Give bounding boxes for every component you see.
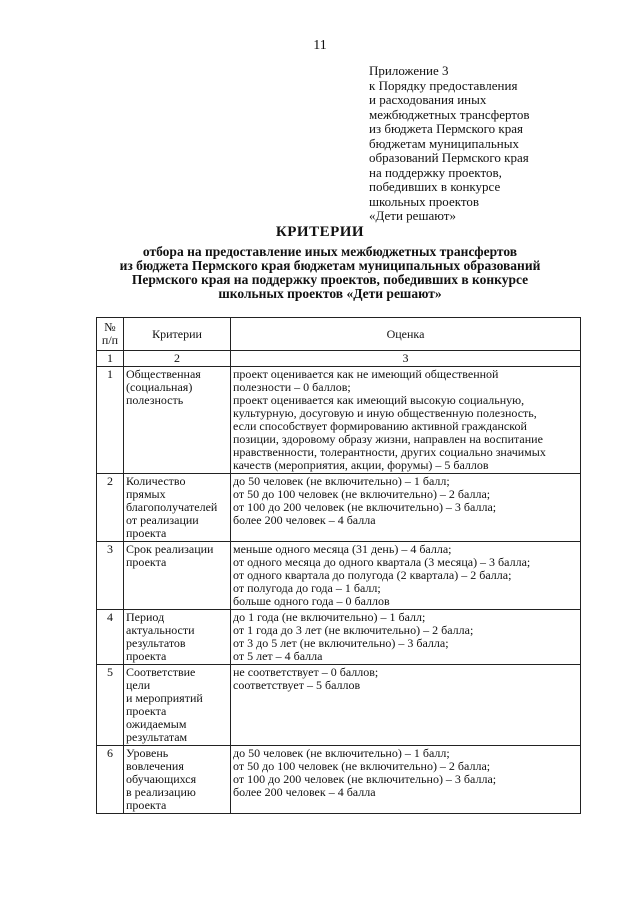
subtitle-line: отбора на предоставление иных межбюджетных трансфертов — [142, 244, 518, 259]
annex-line: школьных проектов — [369, 193, 480, 209]
annex-line: из бюджета Пермского края — [369, 121, 524, 136]
row-criteria — [124, 665, 231, 746]
annex-line: и расходования иных — [369, 92, 487, 107]
criteria-line: результатам — [126, 730, 188, 744]
row-criteria — [124, 746, 231, 814]
header-num-line: п/п — [101, 333, 119, 347]
score-line: более 200 человек – 4 балла — [233, 513, 376, 527]
document-subtitle — [60, 245, 600, 301]
criteria-line: обучающихся — [126, 772, 197, 786]
score-line: от 5 лет – 4 балла — [233, 649, 323, 663]
score-line: нравственности, толерантности, других социально значимых — [233, 445, 546, 459]
annex-header — [369, 64, 569, 224]
score-line: полезности – 0 баллов; — [233, 380, 351, 394]
criteria-line: проекта — [126, 704, 167, 718]
row-score — [231, 474, 581, 542]
score-line: от полугода до года – 1 балл; — [233, 581, 381, 595]
score-line: от одного квартала до полугода (2 квартала) – 2 балла; — [233, 568, 512, 582]
score-line: позиции, здоровому образу жизни, направлен на воспитание — [233, 432, 543, 446]
criteria-line: цели — [126, 678, 151, 692]
subtitle-line: из бюджета Пермского края бюджетам муниципальных образований — [119, 258, 541, 273]
score-line: проект оценивается как имеющий высокую социальную, — [233, 393, 525, 407]
table-body — [97, 367, 581, 814]
criteria-line: проекта — [126, 649, 167, 663]
score-line: до 50 человек (не включительно) – 1 балл; — [233, 746, 450, 760]
score-line: больше одного года – 0 баллов — [233, 594, 390, 608]
header-num-line: № — [104, 320, 116, 334]
row-number: 3 — [97, 542, 124, 610]
criteria-line: и мероприятий — [126, 691, 203, 705]
annex-line: победивших в конкурсе — [369, 179, 501, 194]
row-criteria — [124, 542, 231, 610]
row-score — [231, 610, 581, 665]
score-line: от 50 до 100 человек (не включительно) – 2 балла; — [233, 487, 491, 501]
index-cell: 2 — [124, 351, 231, 367]
row-number: 6 — [97, 746, 124, 814]
table-row — [97, 474, 581, 542]
page-number: 11 — [313, 38, 327, 53]
criteria-line: благополучателей — [126, 500, 218, 514]
score-line: соответствует – 5 баллов — [233, 678, 361, 692]
criteria-table — [96, 317, 581, 814]
criteria-line: Период — [126, 610, 165, 624]
criteria-line: Количество — [126, 474, 186, 488]
score-line: более 200 человек – 4 балла — [233, 785, 376, 799]
row-number: 4 — [97, 610, 124, 665]
criteria-line: результатов — [126, 636, 186, 650]
annex-line: Приложение 3 — [369, 63, 449, 78]
subtitle-line: Пермского края на поддержку проектов, победивших в конкурсе — [131, 272, 529, 287]
table-row — [97, 665, 581, 746]
criteria-line: полезность — [126, 393, 184, 407]
row-number: 2 — [97, 474, 124, 542]
index-cell: 1 — [97, 351, 124, 367]
annex-line: образований Пермского края — [369, 150, 529, 165]
score-line: качеств (мероприятия, акции, форумы) – 5 баллов — [233, 458, 489, 472]
score-line: от 100 до 200 человек (не включительно) – 3 балла; — [233, 772, 497, 786]
row-score — [231, 542, 581, 610]
row-score — [231, 367, 581, 474]
score-line: проект оценивается как не имеющий общественной — [233, 367, 499, 381]
criteria-line: от реализации — [126, 513, 199, 527]
row-score — [231, 665, 581, 746]
criteria-line: проекта — [126, 798, 167, 812]
table-row — [97, 367, 581, 474]
score-line: от одного месяца до одного квартала (3 месяца) – 3 балла; — [233, 555, 531, 569]
criteria-line: проекта — [126, 555, 167, 569]
score-line: от 50 до 100 человек (не включительно) – 2 балла; — [233, 759, 491, 773]
criteria-line: проекта — [126, 526, 167, 540]
score-line: от 100 до 200 человек (не включительно) – 3 балла; — [233, 500, 497, 514]
score-line: от 1 года до 3 лет (не включительно) – 2 балла; — [233, 623, 474, 637]
row-score — [231, 746, 581, 814]
score-line: до 1 года (не включительно) – 1 балл; — [233, 610, 426, 624]
criteria-line: прямых — [126, 487, 166, 501]
criteria-line: Общественная — [126, 367, 201, 381]
header-score: Оценка — [231, 318, 581, 351]
table-index-row — [97, 351, 581, 367]
annex-line: на поддержку проектов, — [369, 164, 502, 180]
index-cell: 3 — [231, 351, 581, 367]
criteria-line: Соответствие — [126, 665, 196, 679]
criteria-line: (социальная) — [126, 380, 193, 394]
criteria-line: вовлечения — [126, 759, 184, 773]
annex-line: «Дети решают» — [369, 208, 456, 223]
row-criteria — [124, 367, 231, 474]
score-line: если способствует формированию активной гражданской — [233, 419, 527, 433]
header-num — [97, 318, 124, 351]
subtitle-line: школьных проектов «Дети решают» — [218, 286, 442, 301]
table-row — [97, 610, 581, 665]
score-line: от 3 до 5 лет (не включительно) – 3 балла; — [233, 636, 449, 650]
criteria-line: Уровень — [126, 746, 169, 760]
annex-line: межбюджетных трансфертов — [369, 106, 530, 122]
table-row — [97, 542, 581, 610]
score-line: до 50 человек (не включительно) – 1 балл; — [233, 474, 450, 488]
score-line: меньше одного месяца (31 день) – 4 балла; — [233, 542, 452, 556]
annex-line: бюджетам муниципальных — [369, 135, 519, 151]
row-number: 5 — [97, 665, 124, 746]
table-row — [97, 746, 581, 814]
score-line: культурную, досуговую и иную общественную полезность, — [233, 406, 537, 420]
document-title: КРИТЕРИИ — [275, 224, 365, 240]
table-header-row — [97, 318, 581, 351]
row-criteria — [124, 610, 231, 665]
criteria-line: актуальности — [126, 623, 195, 637]
score-line: не соответствует – 0 баллов; — [233, 665, 379, 679]
row-criteria — [124, 474, 231, 542]
row-number: 1 — [97, 367, 124, 474]
annex-line: к Порядку предоставления — [369, 77, 518, 93]
criteria-line: Срок реализации — [126, 542, 214, 556]
criteria-line: ожидаемым — [126, 717, 187, 731]
header-criteria: Критерии — [124, 318, 231, 351]
criteria-line: в реализацию — [126, 785, 196, 799]
